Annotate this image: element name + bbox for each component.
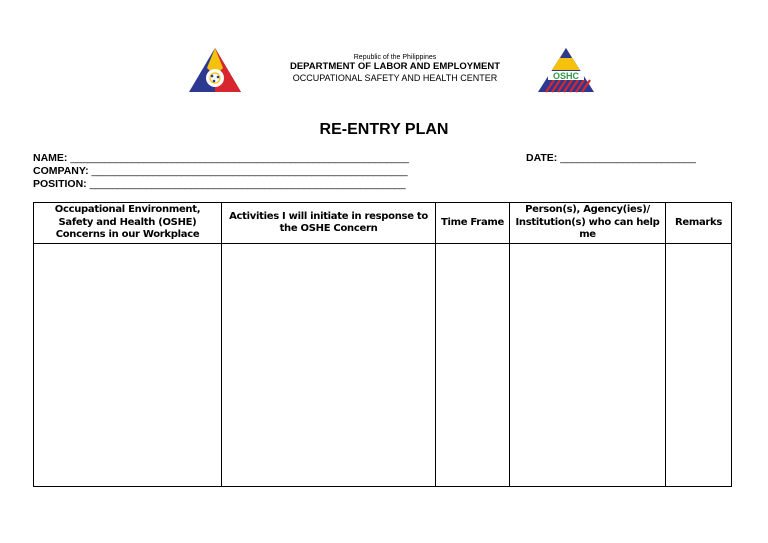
date-line[interactable]: ________________________ (560, 152, 696, 164)
position-label: POSITION: (33, 178, 87, 190)
cell-oshe-concerns[interactable] (34, 244, 222, 487)
cell-activities[interactable] (222, 244, 436, 487)
company-line[interactable]: ________________________________________________________ (91, 165, 408, 177)
department-name: DEPARTMENT OF LABOR AND EMPLOYMENT (289, 61, 501, 73)
agency-header (270, 54, 520, 83)
cell-persons-agencies[interactable] (510, 244, 666, 487)
reentry-plan-table (33, 202, 732, 487)
col-time-frame: Time Frame (436, 203, 510, 244)
col-oshe-concerns: Occupational Environment, Safety and Health (OSHE) Concerns in our Workplace (34, 203, 222, 244)
dole-logo (187, 46, 243, 94)
col-activities: Activities I will initiate in response to the OSHE Concern (222, 203, 436, 244)
col-persons-agencies: Person(s), Agency(ies)/ Institution(s) who can help me (510, 203, 666, 244)
table-row (34, 244, 732, 487)
position-field[interactable] (33, 178, 405, 190)
name-label: NAME: (33, 152, 68, 164)
center-name: OCCUPATIONAL SAFETY AND HEALTH CENTER (292, 72, 498, 83)
name-line[interactable]: ____________________________________________________________ (70, 152, 409, 164)
cell-time-frame[interactable] (436, 244, 510, 487)
cell-remarks[interactable] (666, 244, 732, 487)
oshc-logo (536, 46, 596, 94)
oshc-logo-text: OSHC (552, 71, 580, 81)
page-title: RE-ENTRY PLAN (319, 121, 449, 138)
position-line[interactable]: ________________________________________________________ (89, 178, 406, 190)
company-field[interactable] (33, 165, 407, 177)
date-label: DATE: (526, 152, 558, 164)
republic-text: Republic of the Philippines (353, 54, 437, 61)
company-label: COMPANY: (33, 165, 89, 177)
col-remarks: Remarks (666, 203, 732, 244)
table-header-row (34, 203, 732, 244)
name-field[interactable] (33, 152, 409, 164)
date-field[interactable] (526, 152, 696, 164)
